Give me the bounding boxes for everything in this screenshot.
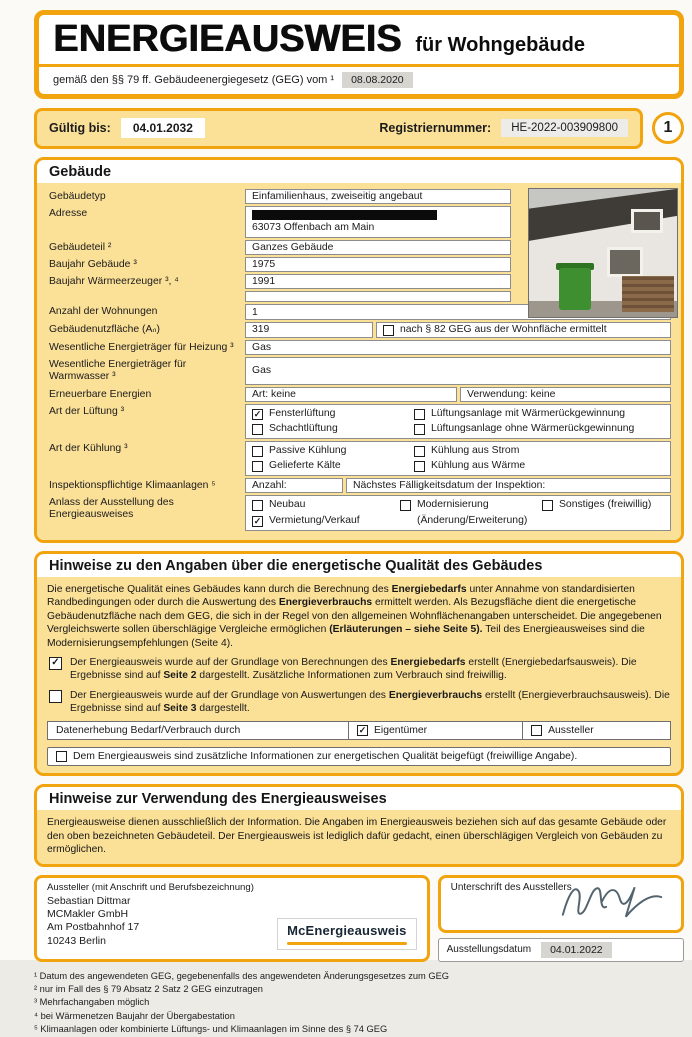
energietraeger-warmwasser-value: Gas	[245, 357, 671, 385]
erneuerbare-art-value: Art: keine	[245, 387, 457, 402]
page-number-badge: 1	[652, 112, 684, 144]
checkbox-label: Neubau	[269, 499, 306, 511]
issuer-city: 10243 Berlin	[47, 934, 106, 947]
checkbox-icon: ✓	[49, 657, 62, 670]
checkbox-label: Gelieferte Kälte	[269, 459, 341, 471]
checkbox-sonstiges[interactable]	[542, 499, 664, 511]
checkbox-label: Sonstiges (freiwillig)	[559, 499, 652, 511]
usage-section-title: Hinweise zur Verwendung des Energieausweises	[49, 791, 387, 808]
footnote-2: ² nur im Fall des § 79 Absatz 2 Satz 2 GEG einzutragen	[34, 984, 263, 994]
gebaeudetyp-value: Einfamilienhaus, zweiseitig angebaut	[245, 189, 511, 204]
checkbox-lueftungsanlage-ohne-wrg[interactable]	[414, 423, 664, 435]
anlass-label: Anlass der Ausstellung des Energieausweises	[49, 497, 174, 521]
law-reference: gemäß den §§ 79 ff. Gebäudeenergiegesetz (GEG) vom ¹	[53, 73, 335, 86]
checkbox-fensterlueftung[interactable]	[252, 408, 414, 420]
checkbox-icon	[531, 725, 542, 736]
logo-text: McEnergieausweis	[287, 922, 407, 938]
art-der-kuehlung-label: Art der Kühlung ³	[49, 442, 128, 454]
checkbox-gelieferte-kaelte[interactable]	[252, 460, 414, 472]
checkbox-verbrauchsausweis[interactable]	[47, 689, 671, 716]
footnotes	[34, 970, 684, 1037]
nutzflaeche-option-field	[376, 322, 671, 338]
registry-number: HE-2022-003909800	[501, 119, 628, 137]
checkbox-label: Vermietung/Verkauf	[269, 515, 360, 527]
klimaanlagen-label: Inspektionspflichtige Klimaanlagen ⁵	[49, 479, 216, 491]
data-collection-row	[47, 721, 671, 740]
logo-underline	[287, 942, 407, 945]
signature-label: Unterschrift des Ausstellers	[450, 881, 572, 893]
checkbox-label: Aussteller	[548, 725, 594, 737]
checkbox-aussteller[interactable]	[522, 722, 670, 739]
issue-date-row	[438, 938, 684, 962]
checkbox-icon	[400, 500, 411, 511]
page-title-suffix: für Wohngebäude	[415, 34, 586, 56]
energietraeger-warmwasser-label: Wesentliche Energieträger für Warmwasser ³	[49, 358, 187, 383]
issuer-label: Aussteller (mit Anschrift und Berufsbezeichnung)	[47, 881, 254, 893]
data-collection-label: Datenerhebung Bedarf/Verbrauch durch	[56, 725, 241, 737]
checkbox-icon	[49, 690, 62, 703]
checkbox-wohnflaeche-ermittelt[interactable]	[383, 324, 607, 336]
registry-label: Registriernummer:	[379, 121, 492, 136]
checkbox-icon	[414, 409, 425, 420]
row-energietraeger-heizung	[47, 340, 671, 355]
adresse-city: 63073 Offenbach am Main	[252, 222, 375, 234]
anzahl-wohnungen-value: 1	[245, 304, 671, 319]
bedarfsausweis-text: Der Energieausweis wurde auf der Grundlage von Berechnungen des Energiebedarfs erstellt (Energiebedarfsausweis). Die Ergebnisse sind auf Seite 2 dargestellt. Zusätzliche Informationen zum Verbrauch sind freiwillig.	[70, 656, 637, 682]
checkbox-label: Eigentümer	[374, 725, 428, 737]
verbrauchsausweis-text: Der Energieausweis wurde auf der Grundlage von Auswertungen des Energieverbrauchs erstellt (Energieverbrauchsausweis). Die Ergebnisse sind auf Seite 3 dargestellt.	[70, 689, 670, 715]
validity-bar	[34, 108, 643, 149]
gebaeudeteil-label: Gebäudeteil ²	[49, 241, 112, 253]
photo-green-bin	[559, 268, 591, 310]
checkbox-icon	[252, 424, 263, 435]
erneuerbare-energien-label: Erneuerbare Energien	[49, 388, 152, 400]
checkbox-label: Lüftungsanlage ohne Wärmerückgewinnung	[431, 422, 635, 434]
checkbox-neubau[interactable]	[252, 499, 400, 511]
page-title: ENERGIEAUSWEIS	[53, 18, 402, 60]
building-section-title: Gebäude	[49, 163, 112, 180]
signature-column	[438, 875, 684, 962]
row-energietraeger-warmwasser	[47, 357, 671, 385]
row-klimaanlagen	[47, 478, 671, 493]
issuer-street: Am Postbahnhof 17	[47, 921, 140, 934]
checkbox-icon: ✓	[253, 408, 262, 419]
footer-row	[34, 875, 684, 962]
checkbox-label: Passive Kühlung	[269, 444, 347, 456]
footnote-3: ³ Mehrfachangaben möglich	[34, 997, 150, 1008]
gebaeudetyp-label: Gebäudetyp	[49, 190, 106, 202]
checkbox-icon: ✓	[358, 725, 367, 736]
klimaanlagen-faelligkeit-field: Nächstes Fälligkeitsdatum der Inspektion:	[346, 478, 671, 493]
energietraeger-heizung-label: Wesentliche Energieträger für Heizung ³	[49, 341, 234, 353]
erneuerbare-verwendung-value: Verwendung: keine	[460, 387, 671, 402]
checkbox-label: Kühlung aus Strom	[431, 444, 520, 456]
row-art-der-lueftung	[47, 404, 671, 439]
checkbox-icon	[414, 446, 425, 457]
building-photo	[528, 188, 678, 318]
anzahl-wohnungen-label: Anzahl der Wohnungen	[49, 306, 158, 318]
checkbox-icon	[383, 325, 394, 336]
footnote-4: ⁴ bei Wärmenetzen Baujahr der Übergabestation	[34, 1010, 235, 1021]
baujahr-gebaeude-value: 1975	[245, 257, 511, 272]
checkbox-zusatzinformationen[interactable]	[47, 747, 671, 766]
checkbox-icon	[252, 446, 263, 457]
valid-until-label: Gültig bis:	[49, 121, 111, 136]
checkbox-vermietung-verkauf[interactable]	[252, 515, 400, 527]
baujahr-waermeerzeuger-value: 1991	[245, 274, 511, 289]
checkbox-label: Schachtlüftung	[269, 422, 338, 434]
baujahr-gebaeude-label: Baujahr Gebäude ³	[49, 258, 137, 270]
checkbox-label: Lüftungsanlage mit Wärmerückgewinnung	[431, 407, 626, 419]
footnote-1: ¹ Datum des angewendeten GEG, gegebenenfalls des angewendeten Änderungsgesetzes zum GEG	[34, 970, 450, 981]
adresse-label: Adresse	[49, 208, 88, 220]
checkbox-icon	[542, 500, 553, 511]
validity-row	[34, 108, 684, 149]
checkbox-schachtlueftung[interactable]	[252, 423, 414, 435]
checkbox-kuehlung-aus-strom[interactable]	[414, 445, 664, 457]
row-art-der-kuehlung	[47, 441, 671, 476]
usage-text: Energieausweise dienen ausschließlich der Information. Die Angaben im Energieausweis beziehen sich auf das gesamte Gebäude oder den oben bezeichneten Gebäudeteil. Der Energieausweis ist lediglich dafür gedacht, einen überschlägigen Vergleich von Gebäuden zu ermöglichen.	[47, 817, 667, 856]
signature-box	[438, 875, 684, 933]
issuer-name: Sebastian Dittmar	[47, 894, 131, 907]
quality-section	[34, 551, 684, 776]
kuehlung-options-field	[245, 441, 671, 476]
photo-window-icon	[631, 209, 663, 233]
nutzflaeche-value: 319	[245, 322, 373, 338]
lueftung-options-field	[245, 404, 671, 439]
empty-field	[245, 291, 511, 302]
issue-date-value: 04.01.2022	[541, 942, 612, 958]
baujahr-waermeerzeuger-label: Baujahr Wärmeerzeuger ³, ⁴	[49, 276, 179, 288]
checkbox-bedarfsausweis[interactable]	[47, 656, 671, 683]
anlass-options-field	[245, 495, 671, 531]
checkbox-lueftungsanlage-mit-wrg[interactable]	[414, 408, 664, 420]
checkbox-icon	[252, 500, 263, 511]
issuer-box	[34, 875, 430, 962]
checkbox-icon	[414, 461, 425, 472]
checkbox-eigentuemer[interactable]	[348, 722, 522, 739]
quality-section-title: Hinweise zu den Angaben über die energetische Qualität des Gebäudes	[49, 558, 543, 575]
checkbox-modernisierung[interactable]	[400, 499, 542, 511]
klimaanlagen-anzahl-field: Anzahl:	[245, 478, 343, 493]
checkbox-label: Fensterlüftung	[269, 407, 336, 419]
anlass-modernisierung-subtext: (Änderung/Erweiterung)	[417, 515, 528, 527]
checkbox-icon	[414, 424, 425, 435]
valid-until-date: 04.01.2032	[121, 118, 205, 138]
photo-wood-pallet	[622, 276, 674, 312]
gebaeudeteil-value: Ganzes Gebäude	[245, 240, 511, 255]
checkbox-label: nach § 82 GEG aus der Wohnfläche ermittelt	[400, 323, 607, 335]
checkbox-icon	[252, 461, 263, 472]
law-date: 08.08.2020	[342, 72, 413, 88]
document-header	[34, 10, 684, 99]
checkbox-label: Dem Energieausweis sind zusätzliche Informationen zur energetischen Qualität beigefügt (freiwillige Angabe).	[73, 751, 578, 763]
checkbox-kuehlung-aus-waerme[interactable]	[414, 460, 664, 472]
usage-section	[34, 784, 684, 866]
checkbox-label: Kühlung aus Wärme	[431, 459, 526, 471]
checkbox-icon	[56, 751, 67, 762]
row-anlass	[47, 495, 671, 531]
building-section	[34, 157, 684, 543]
checkbox-label: Modernisierung	[417, 499, 489, 511]
adresse-value	[245, 206, 511, 237]
checkbox-passive-kuehlung[interactable]	[252, 445, 414, 457]
signature	[555, 878, 673, 924]
issue-date-label: Ausstellungsdatum	[446, 944, 532, 956]
issuer-company: MCMakler GmbH	[47, 907, 129, 920]
row-erneuerbare-energien	[47, 387, 671, 402]
nutzflaeche-label: Gebäudenutzfläche (Aₙ)	[49, 323, 160, 335]
quality-intro: Die energetische Qualität eines Gebäudes kann durch die Berechnung des Energiebedarfs unter Annahme von standardisierten Randbedingungen oder durch die Auswertung des Energieverbrauchs ermittelt werden. Als Bezugsfläche dient die energetische Gebäudenutzfläche nach dem GEG, die sich in der Regel von den allgemeinen Wohnflächenangaben unterscheidet. Die angegebenen Vergleichswerte sollen überschlägige Vergleiche ermöglichen (Erläuterungen – siehe Seite 5). Teil des Energieausweises sind die Modernisierungsempfehlungen (Seite 4).	[47, 584, 662, 649]
art-der-lueftung-label: Art der Lüftung ³	[49, 405, 125, 417]
mcenergieausweis-logo	[277, 918, 417, 950]
row-nutzflaeche	[47, 322, 671, 338]
photo-window-icon	[607, 247, 643, 277]
checkbox-icon: ✓	[253, 516, 262, 527]
energietraeger-heizung-value: Gas	[245, 340, 671, 355]
redacted-street	[252, 210, 437, 220]
footnote-5: ⁵ Klimaanlagen oder kombinierte Lüftungs- und Klimaanlagen im Sinne des § 74 GEG	[34, 1024, 388, 1035]
